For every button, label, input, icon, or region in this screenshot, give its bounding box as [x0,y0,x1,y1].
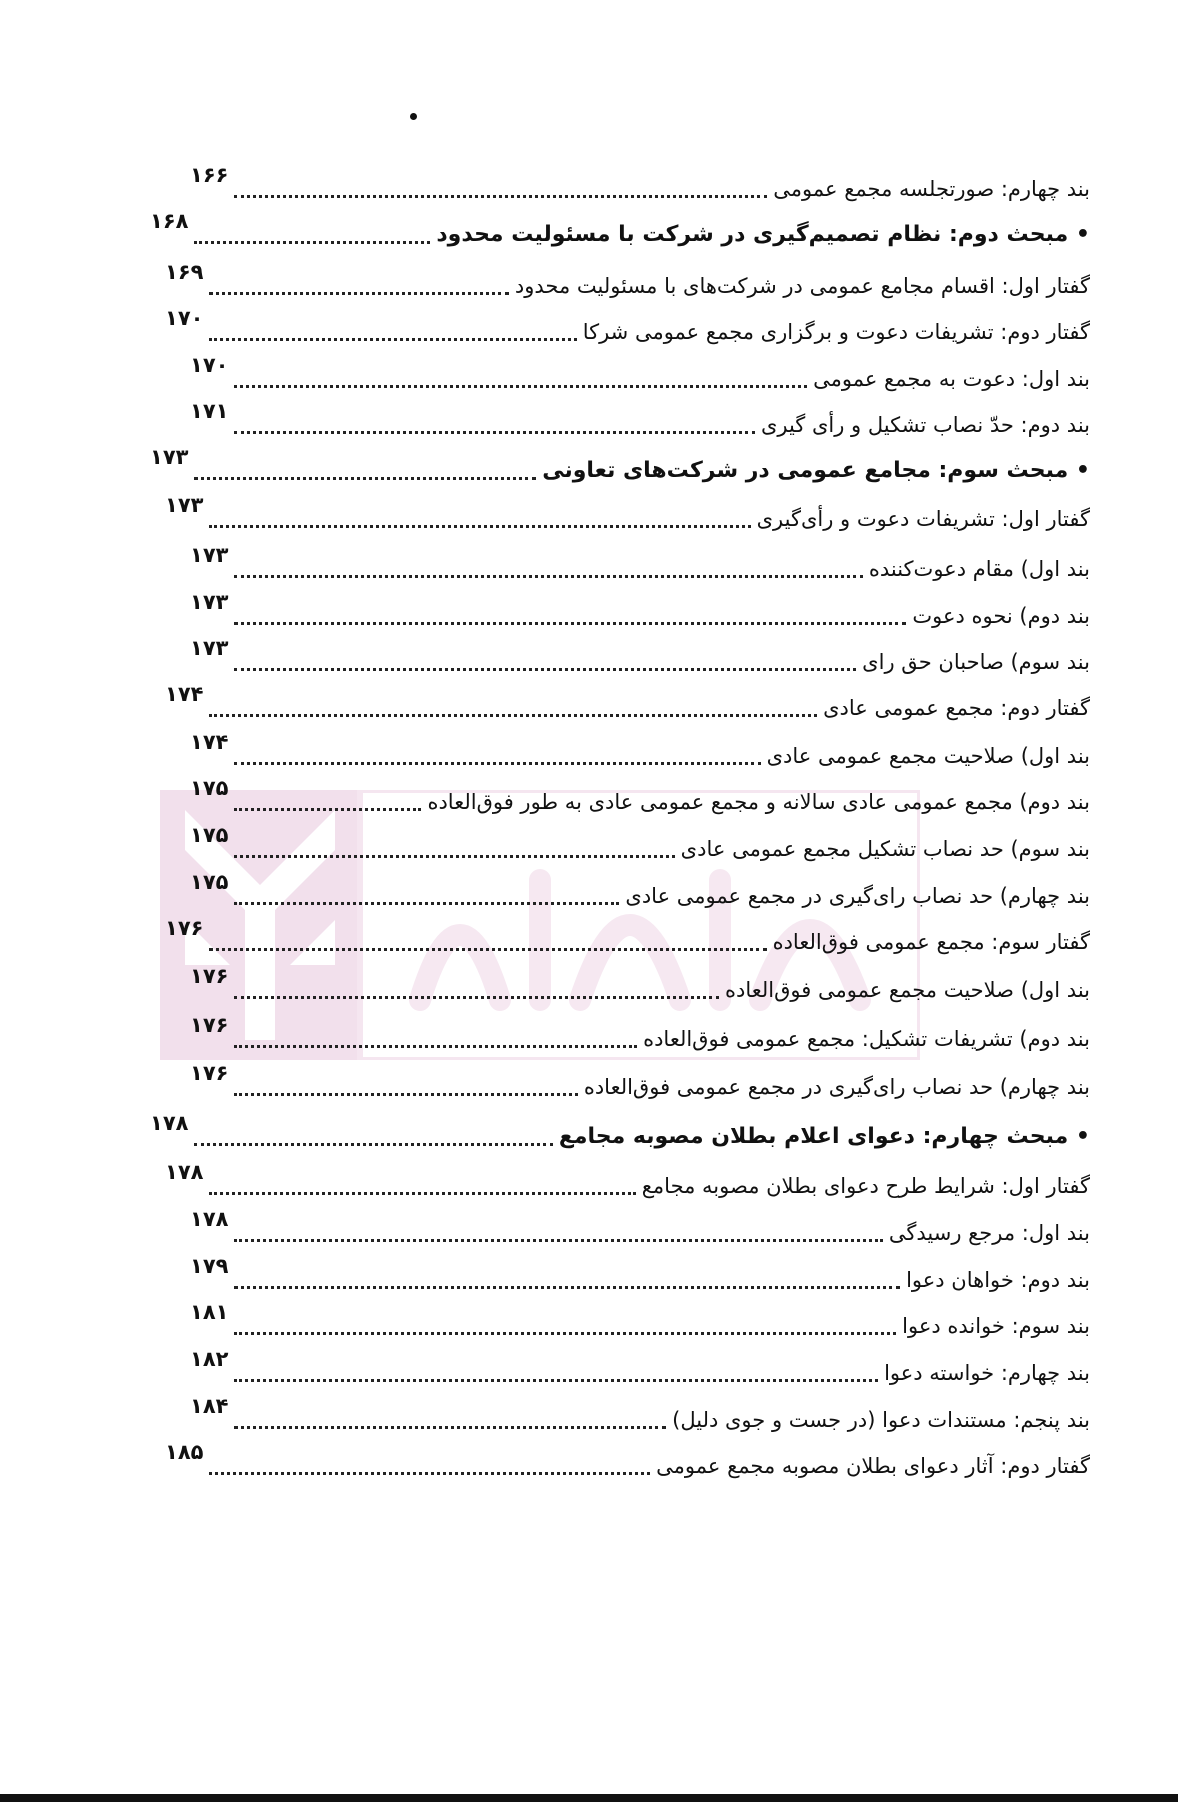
toc-entry-title: بند دوم) مجمع عمومی عادی سالانه و مجمع عمومی عادی به طور فوق‌العاده [427,790,1090,814]
toc-entry-title: بند دوم: خواهان دعوا [906,1268,1090,1292]
toc-entry-title: • مبحث سوم: مجامع عمومی در شرکت‌های تعاونی [542,456,1090,488]
toc-page-number: ۱۷۶ [190,1013,229,1037]
toc-entry [190,1010,1090,1056]
toc-leader-dots [234,667,856,671]
toc-entry [165,679,1090,725]
toc-page-number: ۱۷۰ [190,353,229,377]
toc-entry-title: گفتار دوم: تشریفات دعوت و برگزاری مجمع عمومی شرکا [582,320,1090,344]
toc-entry [190,160,1090,206]
toc-leader-dots [209,291,508,295]
toc-leader-dots [194,240,430,244]
toc-entry-title: بند اول) صلاحیت مجمع عمومی عادی [766,744,1090,768]
toc-entry-title: گفتار سوم: مجمع عمومی فوق‌العاده [772,930,1090,954]
toc-page-number: ۱۷۳ [165,493,204,517]
toc-page-number: ۱۷۸ [165,1160,204,1184]
toc-leader-dots [234,1092,577,1096]
toc-entry [190,1251,1090,1297]
toc-leader-dots [234,1425,666,1429]
toc-entry [190,820,1090,866]
toc-entry-title: بند دوم: حدّ نصاب تشکیل و رأی گیری [760,413,1090,437]
toc-page-number: ۱۷۵ [190,776,229,800]
toc-leader-dots [209,1191,635,1195]
toc-entry-title: بند دوم) نحوه دعوت [912,604,1090,628]
toc-entry [190,961,1090,1007]
toc-entry-title: بند اول) مقام دعوت‌کننده [868,557,1090,581]
page-bottom-edge [0,1794,1178,1802]
toc-entry [150,442,1090,488]
toc-page-number: ۱۷۵ [190,823,229,847]
toc-entry-title: بند سوم) صاحبان حق رای [862,650,1090,674]
toc-leader-dots [234,854,674,858]
toc-entry-title: بند چهارم) حد نصاب رای‌گیری در مجمع عمومی فوق‌العاده [583,1075,1090,1099]
toc-page-number: ۱۷۳ [150,445,189,469]
toc-entry [190,1204,1090,1250]
toc-leader-dots [209,713,817,717]
toc-page-number: ۱۷۱ [190,399,229,423]
toc-entry-title: بند چهارم: خواسته دعوا [884,1361,1090,1385]
toc-entry [190,396,1090,442]
toc-page-number: ۱۷۵ [190,870,229,894]
toc-entry-title: بند سوم: خوانده دعوا [902,1314,1090,1338]
toc-entry [165,913,1090,959]
toc-entry [190,773,1090,819]
toc-entry-title: بند اول: دعوت به مجمع عمومی [813,367,1090,391]
toc-entry-title: بند دوم) تشریفات تشکیل: مجمع عمومی فوق‌العاده [643,1027,1090,1051]
toc-leader-dots [209,947,766,951]
toc-entry [190,350,1090,396]
toc-page-number: ۱۷۶ [165,916,204,940]
toc-entry-title: • مبحث دوم: نظام تصمیم‌گیری در شرکت با مسئولیت محدود [436,220,1090,252]
toc-page-number: ۱۸۲ [190,1347,229,1371]
toc-leader-dots [234,995,719,999]
toc-page-number: ۱۷۳ [190,543,229,567]
toc-page-number: ۱۷۴ [190,730,229,754]
toc-page-number: ۱۸۵ [165,1440,204,1464]
toc-page-number: ۱۷۳ [190,636,229,660]
toc-entry [190,633,1090,679]
toc-leader-dots [194,1142,552,1146]
toc-leader-dots [234,1238,882,1242]
toc-leader-dots [234,807,421,811]
toc-page-number: ۱۶۶ [190,163,229,187]
toc-leader-dots [194,476,536,480]
toc-entry [190,1058,1090,1104]
toc-page-number: ۱۷۳ [190,590,229,614]
toc-leader-dots [209,524,750,528]
toc-leader-dots [234,1044,637,1048]
toc-page-number: ۱۷۶ [190,964,229,988]
page-dot [410,113,417,120]
toc-entry-title: بند اول) صلاحیت مجمع عمومی فوق‌العاده [725,978,1090,1002]
toc-entry [190,1297,1090,1343]
toc-entry [190,1391,1090,1437]
toc-leader-dots [234,621,906,625]
toc-entry [190,727,1090,773]
toc-leader-dots [234,1378,878,1382]
toc-entry-title: بند اول: مرجع رسیدگی [888,1221,1090,1245]
toc-entry-title: بند چهارم: صورتجلسه مجمع عمومی [773,177,1090,201]
toc-page-number: ۱۷۰ [165,306,204,330]
toc-leader-dots [234,1285,900,1289]
toc-entry [165,490,1090,536]
toc-page-number: ۱۷۸ [190,1207,229,1231]
toc-leader-dots [234,430,754,434]
toc-page-number: ۱۷۶ [190,1061,229,1085]
toc-page-number: ۱۸۴ [190,1394,229,1418]
toc-leader-dots [234,901,619,905]
toc-leader-dots [234,574,862,578]
toc-entry [150,1108,1090,1154]
toc-entry-title: گفتار اول: تشریفات دعوت و رأی‌گیری [756,507,1090,531]
toc-entry-title: گفتار دوم: آثار دعوای بطلان مصوبه مجمع عمومی [656,1454,1090,1478]
toc-entry-title: بند چهارم) حد نصاب رای‌گیری در مجمع عمومی عادی [625,884,1090,908]
toc-entry [150,206,1090,252]
toc-leader-dots [234,761,760,765]
toc-entry [190,1344,1090,1390]
toc-leader-dots [234,194,767,198]
toc-entry-title: گفتار دوم: مجمع عمومی عادی [823,696,1090,720]
toc-entry-title: گفتار اول: شرایط طرح دعوای بطلان مصوبه مجامع [641,1174,1090,1198]
toc-entry [165,1437,1090,1483]
toc-entry [190,587,1090,633]
toc-page-number: ۱۷۹ [190,1254,229,1278]
toc-entry-title: گفتار اول: اقسام مجامع عمومی در شرکت‌های با مسئولیت محدود [514,274,1090,298]
toc-entry [165,303,1090,349]
toc-leader-dots [209,337,576,341]
toc-entry [190,540,1090,586]
toc-entry-title: بند سوم) حد نصاب تشکیل مجمع عمومی عادی [680,837,1090,861]
toc-entry-title: • مبحث چهارم: دعوای اعلام بطلان مصوبه مجامع [559,1122,1090,1154]
toc-entry [190,867,1090,913]
toc-entry-title: بند پنجم: مستندات دعوا (در جست و جوی دلیل) [672,1408,1090,1432]
toc-leader-dots [234,384,807,388]
toc-page-number: ۱۶۹ [165,260,204,284]
toc-entry [165,1157,1090,1203]
toc-page-number: ۱۸۱ [190,1300,229,1324]
toc-page-number: ۱۶۸ [150,209,189,233]
toc-leader-dots [209,1471,650,1475]
toc-entry [165,257,1090,303]
toc-page-number: ۱۷۸ [150,1111,189,1135]
toc-leader-dots [234,1331,896,1335]
toc-page-number: ۱۷۴ [165,682,204,706]
